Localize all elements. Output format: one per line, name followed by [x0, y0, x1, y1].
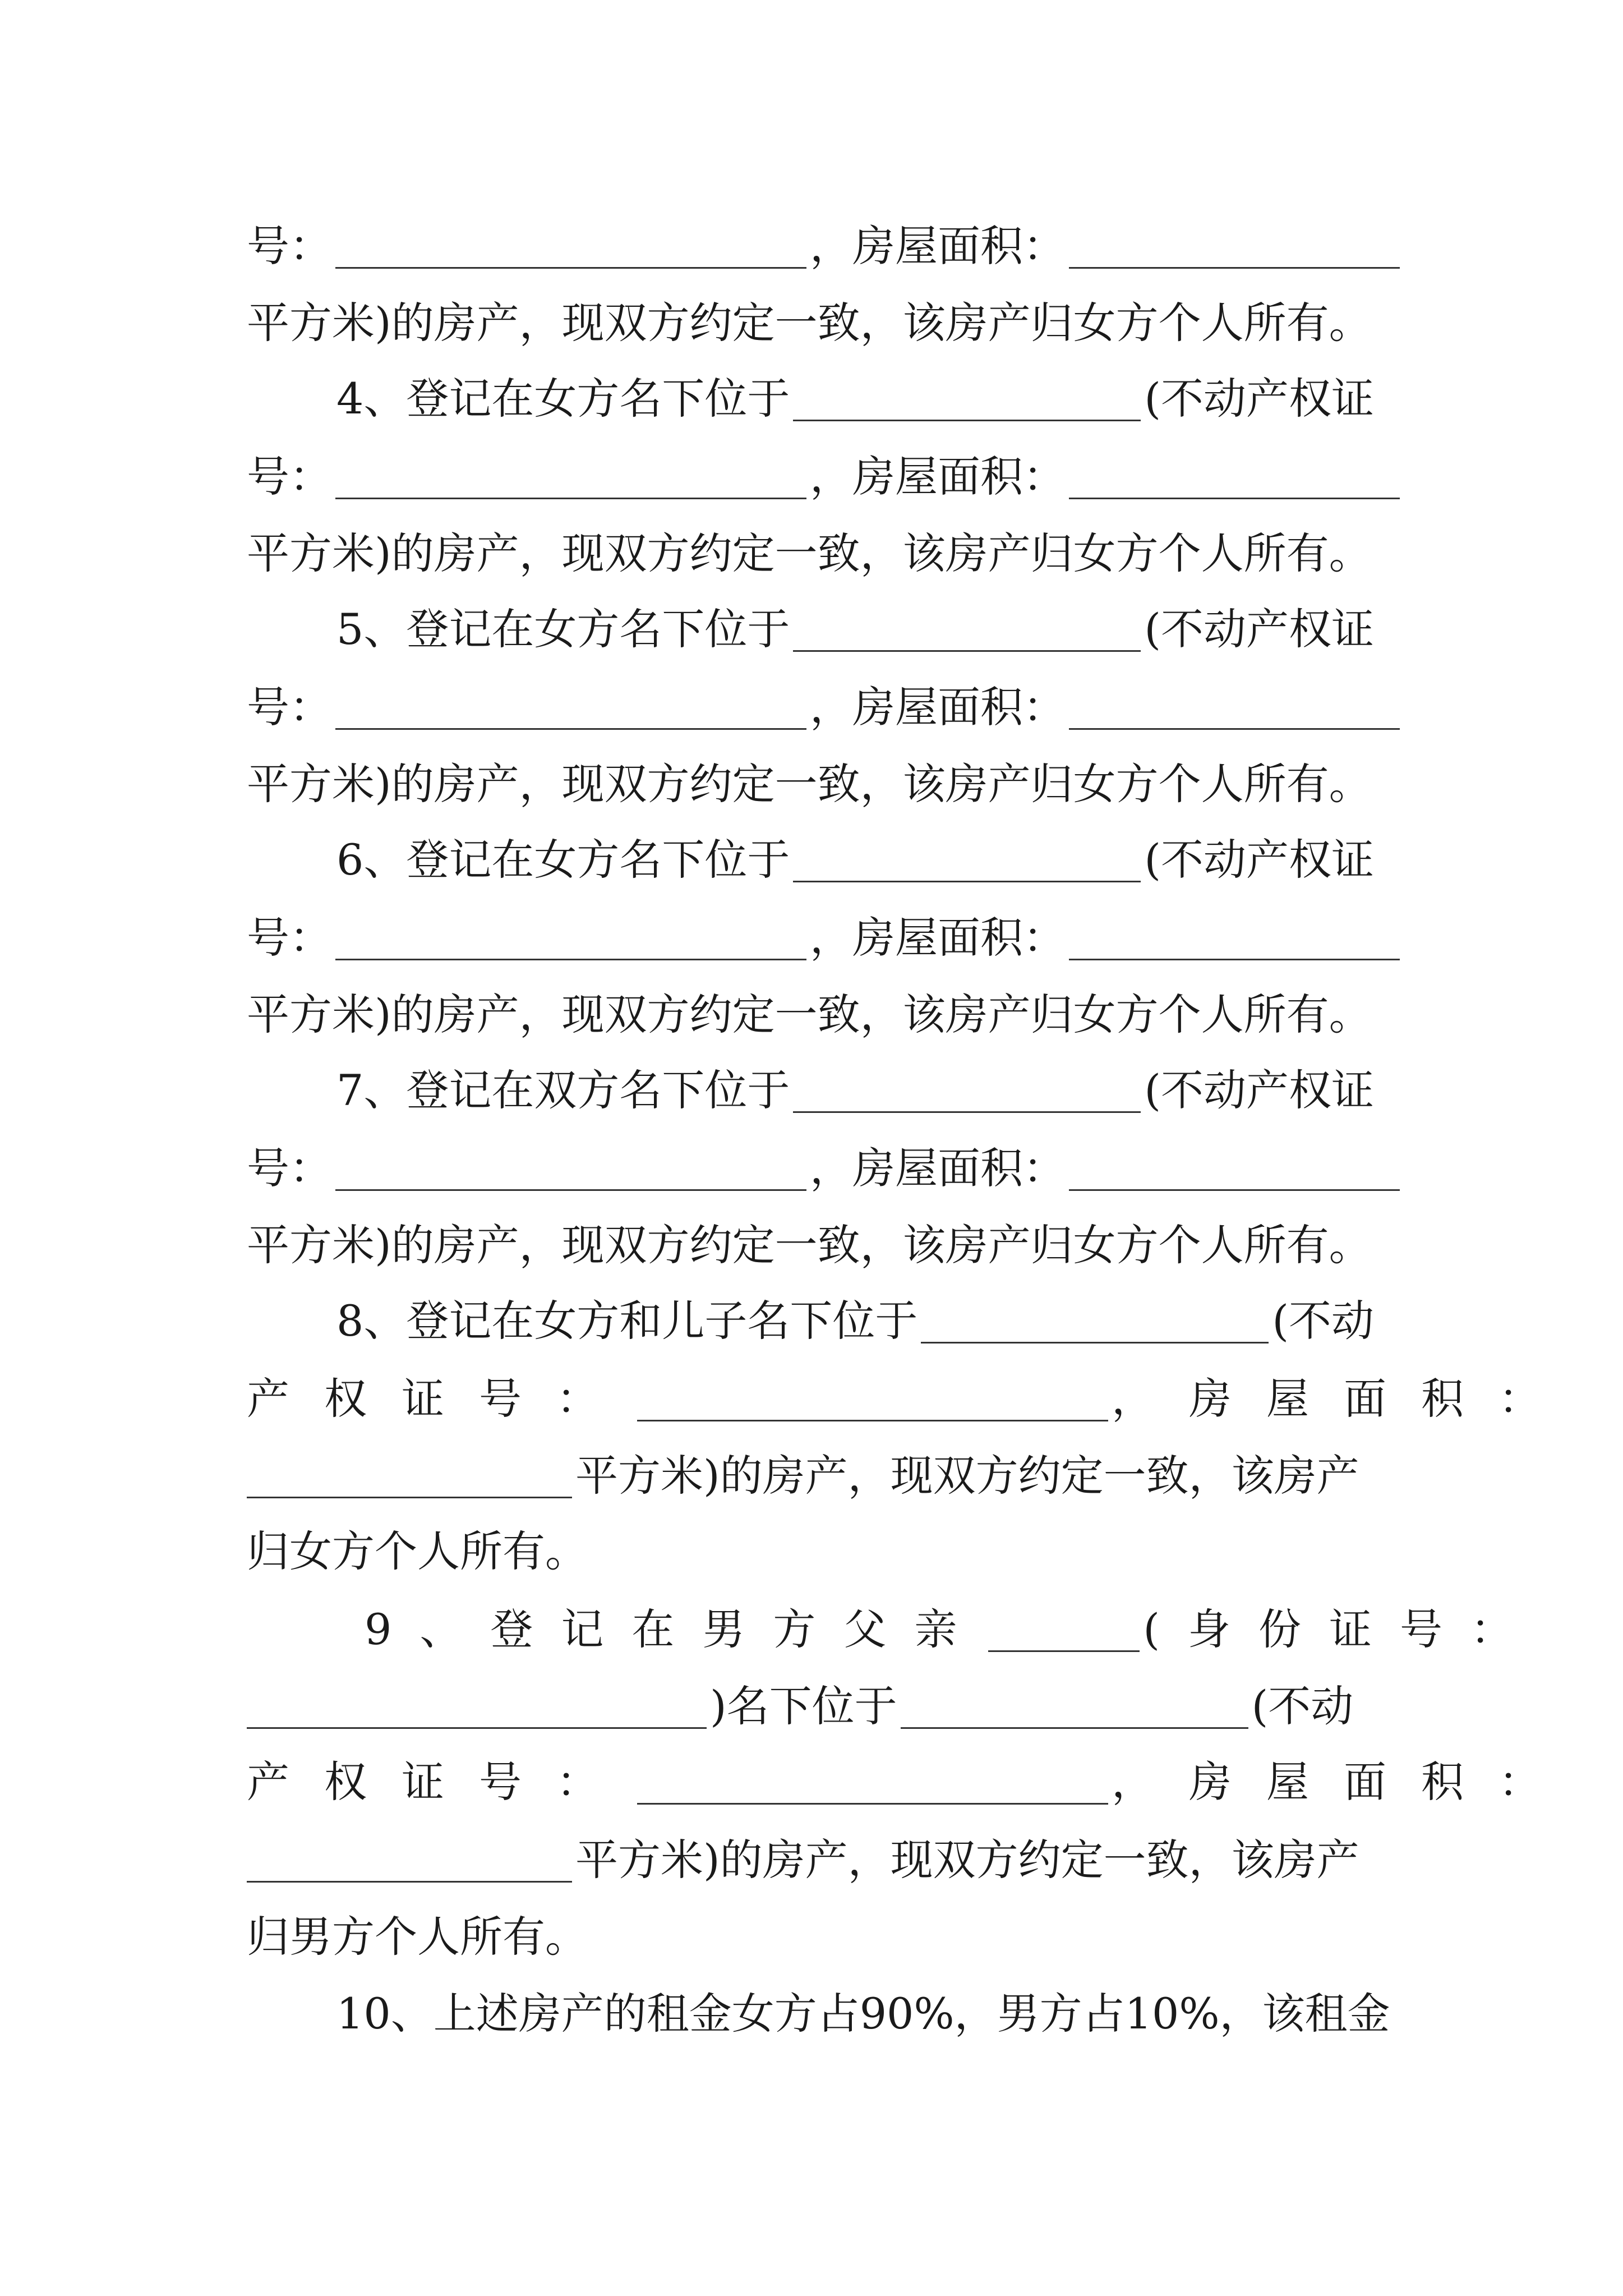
line-item6-cert: [247, 893, 1391, 983]
text: 号：: [247, 221, 332, 271]
text: (身份证号：: [1143, 1604, 1542, 1654]
text: ，房屋面积：: [1112, 1757, 1576, 1807]
text: 6、登记在女方名下位于: [336, 835, 790, 885]
text: 平方米)的房产，现双方约定一致，该房产归女方个人所有。: [247, 1220, 1372, 1270]
blank-field[interactable]: [793, 386, 1141, 421]
line-item9-area: [247, 1815, 1391, 1905]
text: 平方米)的房产，现双方约定一致，该房产: [575, 1835, 1359, 1885]
text: 号：: [247, 682, 332, 732]
text: (不动: [1251, 1681, 1354, 1731]
blank-field[interactable]: [1069, 1156, 1400, 1191]
blank-field[interactable]: [1069, 925, 1400, 960]
line-item5-head: [336, 585, 1391, 674]
blank-field[interactable]: [1069, 233, 1400, 269]
line-item8-head: [336, 1276, 1391, 1366]
line-item5-cert: [247, 662, 1391, 752]
text: 号：: [247, 913, 332, 963]
line-item7-cert: [247, 1124, 1391, 1213]
line-item10-head: [336, 1969, 1391, 2059]
blank-field[interactable]: [335, 1156, 806, 1191]
line-item9-head: [365, 1585, 1542, 1674]
text: 平方米)的房产，现双方约定一致，该房产归女方个人所有。: [247, 298, 1372, 348]
text: 7、登记在双方名下位于: [336, 1065, 790, 1115]
text: 平方米)的房产，现双方约定一致，该房产归女方个人所有。: [247, 528, 1372, 578]
line-item4-cert: [247, 432, 1391, 522]
blank-field[interactable]: [247, 1847, 572, 1883]
blank-field[interactable]: [335, 464, 806, 499]
text: 平方米)的房产，现双方约定一致，该房产: [575, 1451, 1359, 1501]
text: 号：: [247, 452, 332, 501]
text: 平方米)的房产，现双方约定一致，该房产归女方个人所有。: [247, 990, 1372, 1039]
text: (不动产权证: [1144, 604, 1375, 654]
blank-field[interactable]: [793, 847, 1141, 882]
text: ，房屋面积：: [810, 221, 1066, 271]
text: 10、上述房产的租金女方占90%，男方占10%，该租金: [336, 1989, 1390, 2039]
line-item9-cert: [247, 1737, 1576, 1827]
text: (不动产权证: [1144, 1065, 1375, 1115]
text: )名下位于: [710, 1681, 897, 1731]
blank-field[interactable]: [988, 1617, 1140, 1652]
line-item7-head: [336, 1046, 1391, 1135]
line-item8-end: [247, 1507, 1391, 1596]
text: (不动产权证: [1144, 835, 1375, 885]
line-item4-head: [336, 354, 1391, 444]
line-item8-cert: [247, 1354, 1576, 1444]
line-item9-end: [247, 1892, 1391, 1982]
text: 4、登记在女方名下位于: [336, 374, 790, 424]
text: 8、登记在女方和儿子名下位于: [336, 1296, 918, 1346]
blank-field[interactable]: [793, 1078, 1141, 1113]
text: 号：: [247, 1143, 332, 1193]
text: 归男方个人所有。: [247, 1912, 588, 1962]
blank-field[interactable]: [1069, 694, 1400, 730]
text: ，房屋面积：: [1112, 1374, 1576, 1424]
blank-field[interactable]: [901, 1694, 1248, 1729]
blank-field[interactable]: [1069, 464, 1400, 499]
text: ，房屋面积：: [810, 452, 1066, 501]
blank-field[interactable]: [335, 925, 806, 960]
blank-field[interactable]: [921, 1308, 1269, 1343]
text: 产权证号：: [247, 1374, 634, 1424]
text: ，房屋面积：: [810, 913, 1066, 963]
line-item3-cert: [247, 201, 1391, 291]
text: (不动产权证: [1144, 374, 1375, 424]
text: 9、登记在男方父亲: [365, 1604, 985, 1654]
text: (不动: [1272, 1296, 1375, 1346]
text: ，房屋面积：: [810, 1143, 1066, 1193]
blank-field[interactable]: [247, 1463, 572, 1498]
blank-field[interactable]: [637, 1769, 1108, 1805]
text: 5、登记在女方名下位于: [336, 604, 790, 654]
blank-field[interactable]: [793, 616, 1141, 652]
text: 归女方个人所有。: [247, 1526, 588, 1576]
blank-field[interactable]: [247, 1694, 707, 1729]
blank-field[interactable]: [335, 694, 806, 730]
text: ，房屋面积：: [810, 682, 1066, 732]
blank-field[interactable]: [335, 233, 806, 269]
blank-field[interactable]: [637, 1386, 1108, 1421]
line-item6-head: [336, 815, 1391, 905]
text: 产权证号：: [247, 1757, 634, 1807]
text: 平方米)的房产，现双方约定一致，该房产归女方个人所有。: [247, 759, 1372, 809]
